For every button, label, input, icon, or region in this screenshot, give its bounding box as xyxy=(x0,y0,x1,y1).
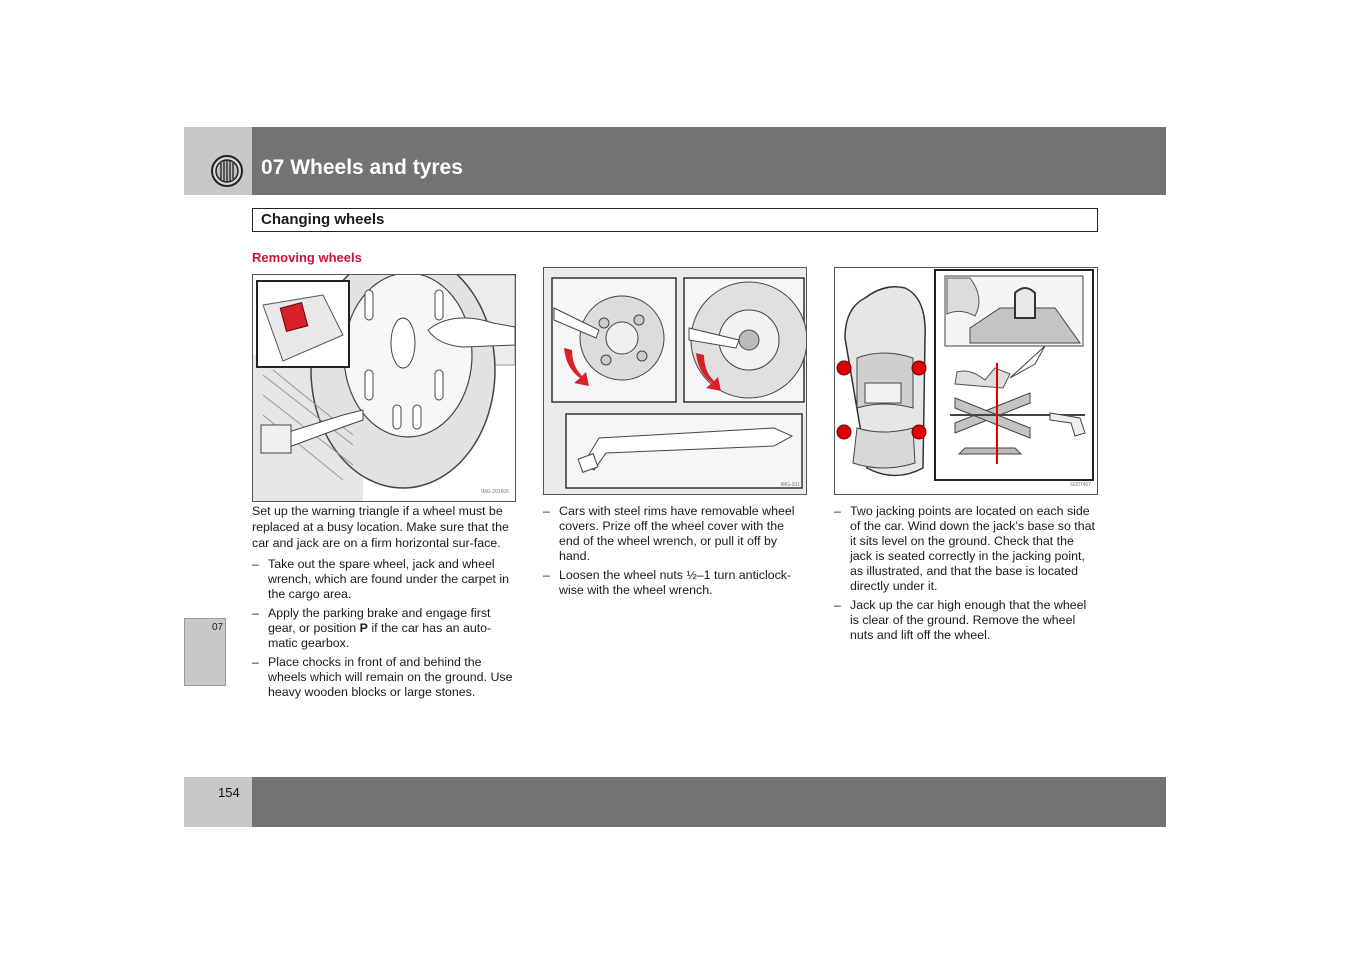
column-2 xyxy=(543,504,807,602)
subheading: Removing wheels xyxy=(252,250,362,265)
list-item xyxy=(252,606,516,651)
gear-position-label: P xyxy=(359,621,368,635)
step-text: if the car has an auto-matic gearbox. xyxy=(268,621,492,650)
tyre-icon xyxy=(210,154,244,193)
chapter-tab-label: 07 xyxy=(212,622,224,633)
page-number: 154 xyxy=(218,785,240,800)
footer-bar xyxy=(252,777,1166,827)
list-item xyxy=(543,504,807,564)
step-text: Loosen the wheel nuts ½–1 turn anticlock-wise with the wheel wrench. xyxy=(559,568,792,597)
step-list xyxy=(834,504,1098,643)
step-text: Place chocks in front of and behind the wheels which will remain on the ground. Use heavy wooden blocks or large stones. xyxy=(268,655,513,699)
list-item xyxy=(834,504,1098,594)
step-text: Cars with steel rims have removable wheel covers. Prize off the wheel cover with the end of the wheel wrench, or pull it off by hand. xyxy=(559,504,795,563)
bullet-dash: – xyxy=(543,568,550,582)
step-text: Two jacking points are located on each side of the car. Wind down the jack’s base so that it sits level on the ground. Check that the jack is seated correctly in the jacking point, as illustrated, and that the base is located directly under it. xyxy=(850,504,1095,593)
column-1 xyxy=(252,503,516,704)
step-list xyxy=(543,504,807,598)
chapter-title: 07 Wheels and tyres xyxy=(261,156,463,179)
jack-illustration xyxy=(834,267,1098,495)
column-3 xyxy=(834,504,1098,647)
list-item xyxy=(252,557,516,602)
list-item xyxy=(543,568,807,598)
step-text: Jack up the car high enough that the wheel is clear of the ground. Remove the wheel nuts and lift off the wheel. xyxy=(850,598,1087,642)
wheel-wrench-illustration xyxy=(543,267,807,495)
intro-paragraph: Set up the warning triangle if a wheel must be replaced at a busy location. Make sure that the car and jack are on a firm horizontal sur-face. xyxy=(252,504,509,550)
step-text: Apply the parking brake and engage first gear, or position xyxy=(268,606,491,635)
bullet-dash: – xyxy=(252,606,259,620)
section-title: Changing wheels xyxy=(261,211,385,228)
figure-code: G007467 xyxy=(1070,482,1091,488)
step-text: Take out the spare wheel, jack and wheel wrench, which are found under the carpet in the cargo area. xyxy=(268,557,510,601)
bullet-dash: – xyxy=(834,504,841,518)
tyre-warning-illustration xyxy=(252,274,516,502)
figure-code: IMG-201505 xyxy=(481,489,509,495)
figure-code: IMG-201 xyxy=(780,482,800,488)
bullet-dash: – xyxy=(252,557,259,571)
bullet-dash: – xyxy=(252,655,259,669)
bullet-dash: – xyxy=(834,598,841,612)
step-list xyxy=(252,557,516,700)
bullet-dash: – xyxy=(543,504,550,518)
list-item xyxy=(834,598,1098,643)
list-item xyxy=(252,655,516,700)
section-header-box xyxy=(252,208,1098,232)
